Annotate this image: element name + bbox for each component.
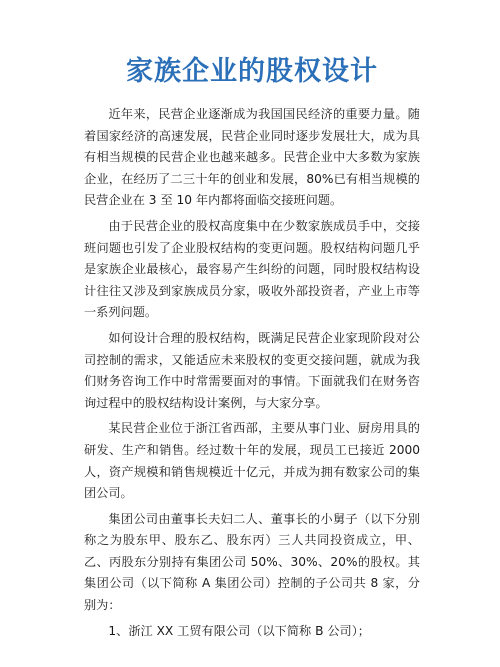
document-body: [84, 104, 420, 642]
list-item: 1、浙江 XX 工贸有限公司（以下简称 B 公司）；: [108, 623, 370, 638]
paragraph: 近年来，民营企业逐渐成为我国国民经济的重要力量。随着国家经济的高速发展，民营企业同时逐步发展壮大，成为具有相当规模的民营企业也越来越多。民营企业中大多数为家族企业，在经历了二三十年的创业和发展，80%已有相当规模的民营企业在 3 至 10 年内都将面临交接班问题。: [84, 107, 420, 208]
document-title: 家族企业的股权设计: [126, 56, 378, 87]
paragraph: 集团公司由董事长夫妇二人、董事长的小舅子（以下分别称之为股东甲、股东乙、股东丙）三人共同投资成立，甲、乙、丙股东分别持有集团公司 50%、30%、20%的股权。其集团公司（以下简称 A 集团公司）控制的子公司共 8 家，分别为：: [84, 511, 420, 613]
paragraph: 如何设计合理的股权结构，既满足民营企业家现阶段对公司控制的需求，又能适应未来股权的变更交接问题，就成为我们财务咨询工作中时常需要面对的事情。下面就我们在财务咨询过程中的股权结构设计案例，与大家分享。: [84, 330, 420, 410]
paragraph: 由于民营企业的股权高度集中在少数家族成员手中，交接班问题也引发了企业股权结构的变更问题。股权结构问题几乎是家族企业最核心，最容易产生纠纷的问题，同时股权结构设计往往又涉及到家族成员分家，吸收外部投资者，产业上市等一系列问题。: [84, 218, 420, 320]
paragraph: 某民营企业位于浙江省西部，主要从事门业、厨房用具的研发、生产和销售。经过数十年的发展，现员工已接近 2000 人，资产规模和销售规模近十亿元，并成为拥有数家公司的集团公司。: [84, 421, 420, 501]
